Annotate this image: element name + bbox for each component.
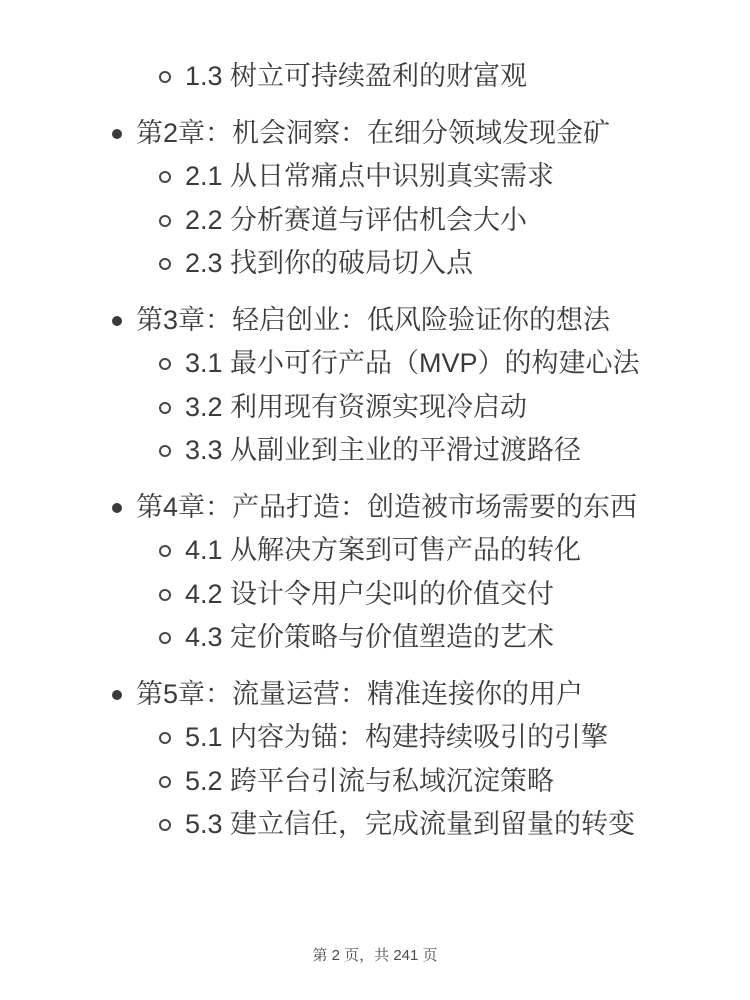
hollow-circle-bullet-icon (159, 258, 171, 270)
toc-sub-list (0, 716, 750, 847)
filled-circle-bullet-icon (112, 690, 122, 700)
filled-circle-bullet-icon (112, 316, 122, 326)
hollow-circle-bullet-icon (159, 71, 171, 83)
toc-chapter-title: 第5章：流量运营：精准连接你的用户 (0, 673, 750, 717)
hollow-circle-bullet-icon (159, 632, 171, 644)
hollow-circle-bullet-icon (159, 215, 171, 227)
toc-section-item: 5.1 内容为锚：构建持续吸引的引擎 (0, 716, 750, 760)
hollow-circle-bullet-icon (159, 402, 171, 414)
toc-section-item: 4.3 定价策略与价值塑造的艺术 (0, 616, 750, 660)
page-indicator: 第 2 页，共 241 页 (312, 947, 438, 964)
hollow-circle-bullet-icon (159, 776, 171, 788)
toc-section-item: 1.3 树立可持续盈利的财富观 (0, 55, 750, 99)
hollow-circle-bullet-icon (159, 589, 171, 601)
toc-chapter-title: 第2章：机会洞察：在细分领域发现金矿 (0, 112, 750, 156)
toc-sub-list (0, 155, 750, 286)
toc-section-item: 5.2 跨平台引流与私域沉淀策略 (0, 760, 750, 804)
hollow-circle-bullet-icon (159, 358, 171, 370)
toc-sub-list (0, 55, 750, 99)
toc-section-item: 3.2 利用现有资源实现冷启动 (0, 386, 750, 430)
filled-circle-bullet-icon (112, 503, 122, 513)
hollow-circle-bullet-icon (159, 445, 171, 457)
toc-section-item: 4.1 从解决方案到可售产品的转化 (0, 529, 750, 573)
toc-section-item: 4.2 设计令用户尖叫的价值交付 (0, 573, 750, 617)
hollow-circle-bullet-icon (159, 545, 171, 557)
toc-section-item: 3.1 最小可行产品（MVP）的构建心法 (0, 342, 750, 386)
toc-section-item: 3.3 从副业到主业的平滑过渡路径 (0, 429, 750, 473)
filled-circle-bullet-icon (112, 129, 122, 139)
toc-sub-list (0, 342, 750, 473)
toc-section-item: 2.2 分析赛道与评估机会大小 (0, 199, 750, 243)
toc-sub-list (0, 529, 750, 660)
toc-chapter-list (0, 112, 750, 847)
table-of-contents (0, 55, 750, 847)
hollow-circle-bullet-icon (159, 732, 171, 744)
toc-chapter-title: 第3章：轻启创业：低风险验证你的想法 (0, 299, 750, 343)
hollow-circle-bullet-icon (159, 819, 171, 831)
hollow-circle-bullet-icon (159, 171, 171, 183)
toc-section-item: 2.1 从日常痛点中识别真实需求 (0, 155, 750, 199)
toc-section-item: 2.3 找到你的破局切入点 (0, 242, 750, 286)
toc-section-item: 5.3 建立信任，完成流量到留量的转变 (0, 803, 750, 847)
toc-chapter-title: 第4章：产品打造：创造被市场需要的东西 (0, 486, 750, 530)
page-footer (0, 945, 750, 967)
